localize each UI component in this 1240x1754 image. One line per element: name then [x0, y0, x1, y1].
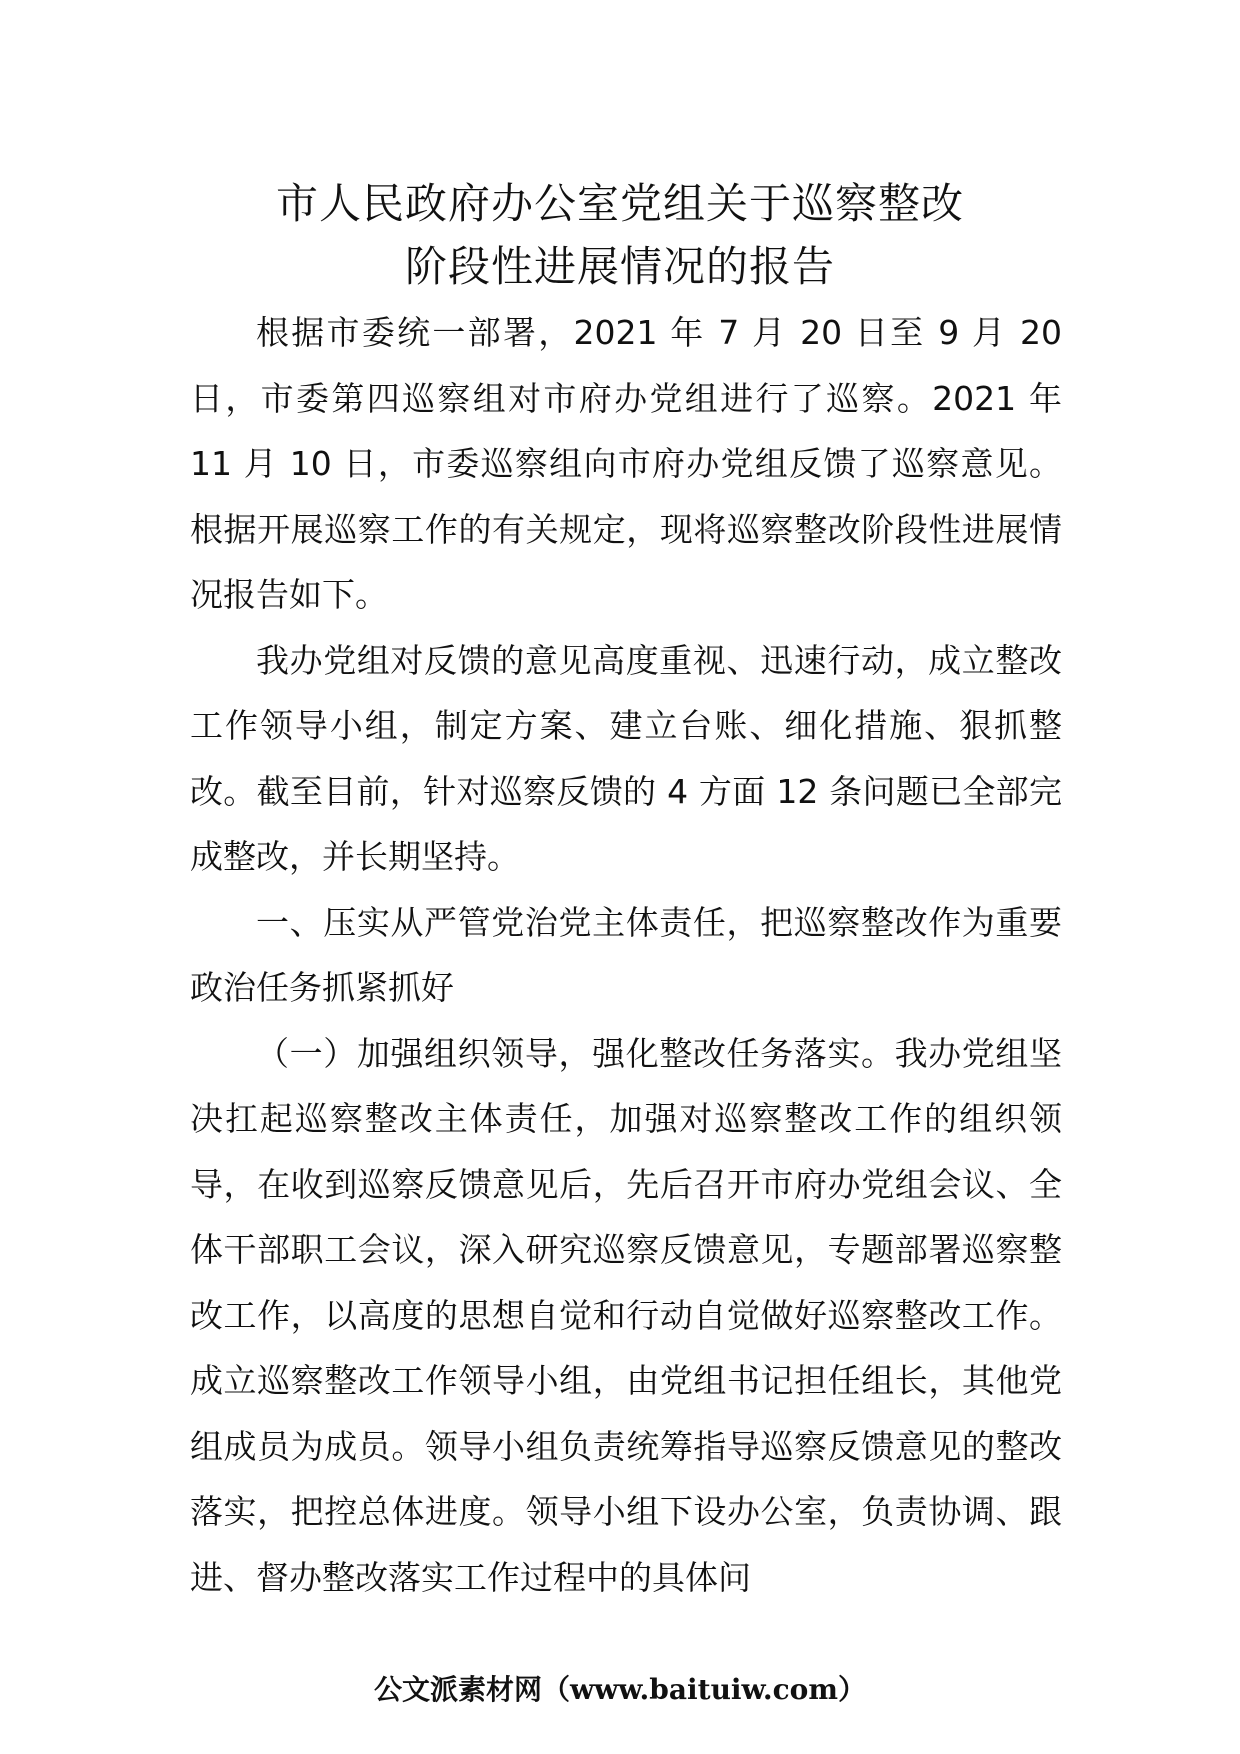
document-title-line-1: 市人民政府办公室党组关于巡察整改 [275, 179, 964, 228]
document-body [190, 300, 1062, 1610]
footer-watermark: 公文派素材网（www.baituiw.com） [374, 1673, 866, 1706]
section-heading-1: 一、压实从严管党治党主体责任，把巡察整改作为重要政治任务抓紧抓好 [190, 902, 1062, 1007]
paragraph-summary: 我办党组对反馈的意见高度重视、迅速行动，成立整改工作领导小组，制定方案、建立台账、细化措施、狠抓整改。截至目前，针对巡察反馈的 4 方面 12 条问题已全部完成整改，并长期坚持。 [190, 640, 1062, 876]
paragraph-section-1-1: （一）加强组织领导，强化整改任务落实。我办党组坚决扛起巡察整改主体责任，加强对巡察整改工作的组织领导，在收到巡察反馈意见后，先后召开市府办党组会议、全体干部职工会议，深入研究巡察反馈意见，专题部署巡察整改工作，以高度的思想自觉和行动自觉做好巡察整改工作。成立巡察整改工作领导小组，由党组书记担任组长，其他党组成员为成员。领导小组负责统筹指导巡察反馈意见的整改落实，把控总体进度。领导小组下设办公室，负责协调、跟进、督办整改落实工作过程中的具体问 [190, 1033, 1062, 1597]
paragraph-intro: 根据市委统一部署，2021 年 7 月 20 日至 9 月 20 日，市委第四巡察组对市府办党组进行了巡察。2021 年 11 月 10 日，市委巡察组向市府办党组反馈了巡察意见。根据开展巡察工作的有关规定，现将巡察整改阶段性进展情况报告如下。 [190, 313, 1062, 614]
document-title-line-2: 阶段性进展情况的报告 [404, 242, 835, 291]
